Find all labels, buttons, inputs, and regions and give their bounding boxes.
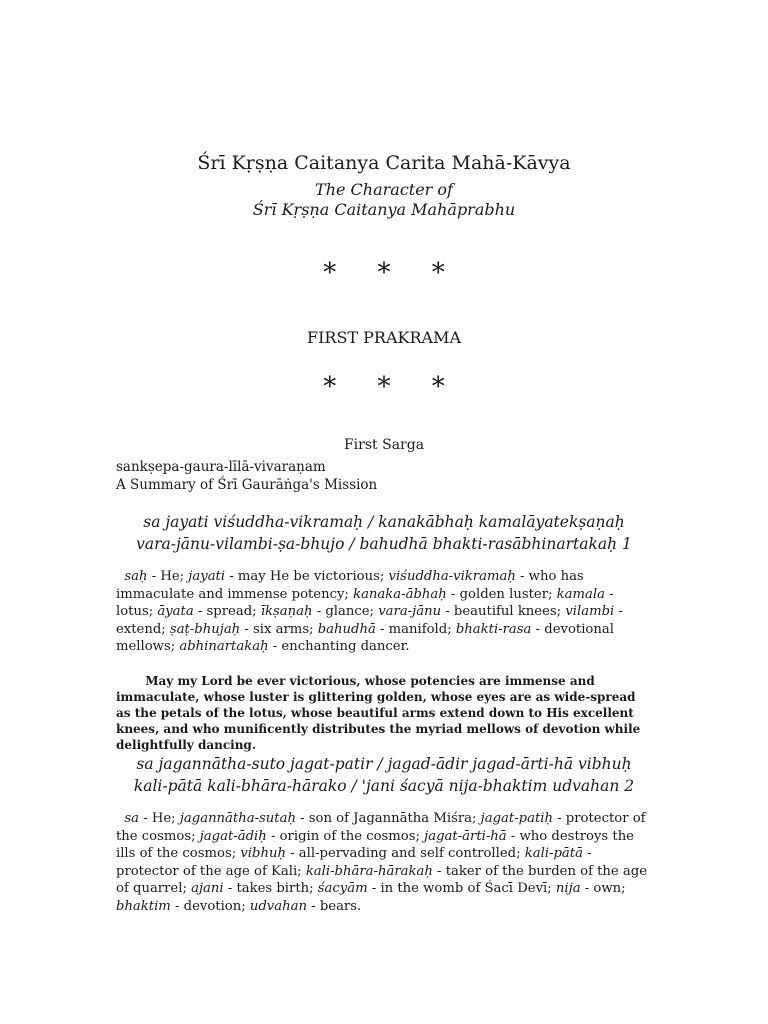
gloss-meaning: - bears. — [306, 898, 362, 914]
gloss-meaning: - all-pervading and self controlled; — [285, 846, 525, 862]
gloss-meaning: - who has immaculate and immense potency; — [116, 569, 584, 602]
gloss-term: vibhuḥ — [240, 846, 286, 862]
translation-1 — [116, 673, 652, 753]
gloss-meaning: - spread; — [193, 604, 261, 620]
verse-2 — [0, 753, 768, 797]
gloss-meaning: - six arms; — [240, 621, 318, 637]
gloss-meaning: - who destroys the ills of the cosmos; — [116, 828, 634, 862]
gloss-meaning: - golden luster; — [446, 586, 557, 602]
gloss-meaning: - origin of the cosmos; — [266, 828, 425, 844]
gloss-meaning: - He; — [147, 569, 189, 584]
gloss-term: vilambi — [565, 604, 615, 620]
gloss-meaning: - takes birth; — [223, 881, 318, 897]
gloss-term: jagat-ārti-hā — [424, 828, 507, 844]
gloss-meaning: - manifold; — [375, 621, 456, 637]
gloss-meaning: - enchanting dancer. — [268, 639, 410, 655]
gloss-term: ajani — [191, 881, 224, 897]
gloss-meaning: - He; — [139, 811, 180, 826]
gloss-term: jagat-patiḥ — [480, 811, 553, 826]
word-gloss-1 — [116, 568, 652, 656]
subtitle-line-2: Śrī Kṛṣṇa Caitanya Mahāprabhu — [252, 200, 516, 219]
gloss-term: ṣaṭ-bhujaḥ — [169, 621, 241, 637]
gloss-meaning: - taker of the burden of the age of quarrel; — [116, 863, 648, 897]
gloss-meaning: - protector of the age of Kali; — [116, 846, 592, 879]
gloss-term: kali-bhāra-hārakaḥ — [305, 863, 433, 879]
gloss-term: jagannātha-sutaḥ — [179, 811, 296, 826]
gloss-meaning: - lotus; — [116, 586, 614, 620]
gloss-term: bahudhā — [317, 621, 376, 637]
sarga-name-sanskrit: sankṣepa-gaura-līlā-vivaraṇam — [116, 459, 326, 475]
gloss-term: kamala — [556, 586, 605, 602]
sarga-name — [116, 458, 377, 494]
gloss-meaning: - devotion; — [170, 898, 250, 914]
verse-line: vara-jānu-vilambi-ṣa-bhujo / bahudhā bhakti-rasābhinartakaḥ 1 — [136, 535, 632, 553]
gloss-term: śacyām — [317, 881, 368, 897]
star-separator-bottom — [0, 372, 768, 402]
word-gloss-2 — [116, 810, 652, 916]
gloss-term: bhakti-rasa — [455, 621, 532, 637]
gloss-meaning: - son of Jagannātha Miśra; — [295, 811, 481, 826]
gloss-term: kanaka-ābhaḥ — [353, 586, 447, 602]
gloss-term: bhaktim — [116, 898, 171, 914]
verse-1 — [0, 511, 768, 555]
book-title: Śrī Kṛṣṇa Caitanya Carita Mahā-Kāvya — [197, 152, 571, 174]
gloss-meaning: - may He be victorious; — [225, 569, 389, 584]
star-glyph: * — [323, 372, 337, 402]
verse-line: kali-pātā kali-bhāra-hārako / 'jani śacyā nija-bhaktim udvahan 2 — [133, 777, 635, 795]
gloss-meaning: - in the womb of Śacī Devī; — [367, 881, 556, 897]
star-separator-top — [0, 258, 768, 288]
star-glyph: * — [431, 372, 445, 402]
gloss-meaning: - beautiful knees; — [441, 604, 566, 620]
gloss-term: vara-jānu — [378, 604, 442, 620]
sarga-title: First Sarga — [343, 437, 425, 453]
verse-line: sa jayati viśuddha-vikramaḥ / kanakābhaḥ kamalāyatekṣaṇaḥ — [143, 513, 625, 531]
gloss-meaning: - extend; — [116, 604, 623, 637]
gloss-term: āyata — [157, 604, 194, 620]
gloss-meaning: - glance; — [312, 604, 379, 620]
gloss-meaning: - protector of the cosmos; — [116, 811, 646, 844]
gloss-term: sa — [124, 811, 140, 826]
translation-text: May my Lord be ever victorious, whose potencies are immense and immaculate, whose luster is glittering golden, whose eyes are as wide-spread as the petals of the lotus, whose beautiful arms extend down to His excellent knees, and who munificently distributes the myriad mellows of devotion while delightfully dancing. — [116, 674, 641, 752]
section-heading: FIRST PRAKRAMA — [306, 328, 462, 347]
star-glyph: * — [377, 372, 391, 402]
subtitle-line-1: The Character of — [315, 180, 453, 199]
book-subtitle — [0, 180, 768, 220]
star-glyph: * — [431, 258, 445, 288]
star-glyph: * — [377, 258, 391, 288]
gloss-term: abhinartakaḥ — [179, 639, 269, 655]
gloss-term: jagat-ādiḥ — [199, 828, 267, 844]
gloss-term: kali-pātā — [524, 846, 583, 862]
gloss-meaning: - own; — [580, 881, 626, 897]
gloss-meaning: - devotional mellows; — [116, 621, 614, 655]
gloss-term: jayati — [188, 569, 226, 584]
gloss-term: saḥ — [124, 569, 148, 584]
sarga-name-english: A Summary of Śrī Gaurāṅga's Mission — [116, 477, 378, 493]
gloss-term: udvahan — [249, 898, 307, 914]
gloss-term: viśuddha-vikramaḥ — [388, 569, 516, 584]
gloss-term: nija — [555, 881, 581, 897]
star-glyph: * — [323, 258, 337, 288]
verse-line: sa jagannātha-suto jagat-patir / jagad-ādir jagad-ārti-hā vibhuḥ — [136, 755, 632, 773]
gloss-term: īkṣaṇaḥ — [260, 604, 313, 620]
